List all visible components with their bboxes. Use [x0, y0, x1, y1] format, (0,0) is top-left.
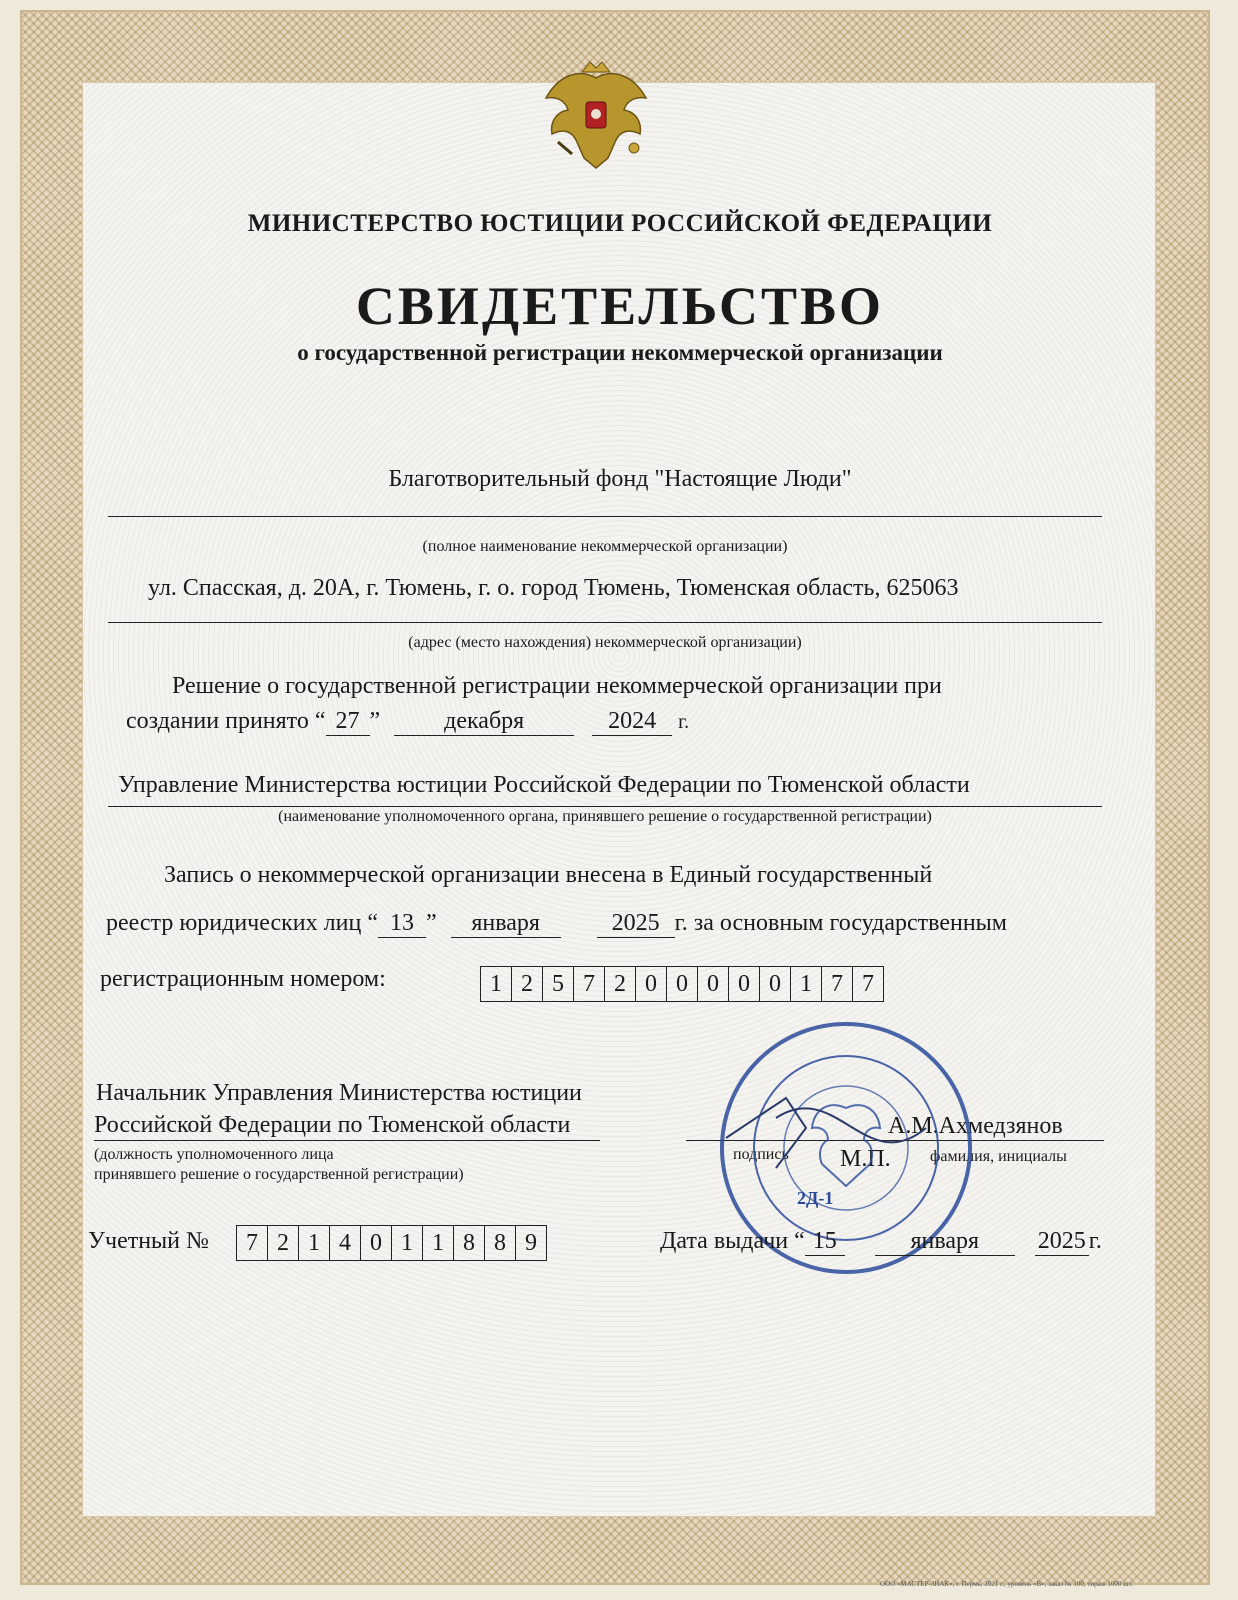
- ogrn-digit: 0: [698, 967, 729, 1001]
- quote-open: “: [314, 708, 326, 734]
- quote-open: “: [794, 1228, 805, 1254]
- ogrn-number: [480, 966, 884, 1002]
- quote-close: ”: [369, 708, 381, 734]
- account-digit: 2: [268, 1226, 299, 1260]
- ogrn-digit: 7: [862, 971, 874, 997]
- ogrn-digit: 0: [729, 967, 760, 1001]
- ogrn-digit: 2: [512, 967, 543, 1001]
- issue-year-suffix: г.: [1088, 1228, 1102, 1254]
- issue-month: января: [875, 1228, 1015, 1256]
- registry-text-line3: регистрационным номером:: [100, 966, 386, 992]
- quote-open: “: [367, 910, 378, 936]
- divider: [108, 622, 1102, 623]
- decision-authority-caption: (наименование уполномоченного органа, принявшего решение о государственной регистрации): [278, 808, 932, 825]
- divider: [108, 516, 1102, 517]
- issue-year: 2025: [1035, 1228, 1089, 1256]
- registry-year-suffix: г.: [674, 910, 688, 936]
- decision-year-suffix: г.: [678, 711, 690, 733]
- seal-code: 2Д-1: [797, 1188, 834, 1208]
- certificate-title: СВИДЕТЕЛЬСТВО: [355, 276, 885, 336]
- organization-name: Благотворительный фонд "Настоящие Люди": [388, 466, 852, 492]
- account-digit: 4: [330, 1226, 361, 1260]
- issue-date-label: Дата выдачи: [660, 1228, 789, 1254]
- account-digit: 1: [299, 1226, 330, 1260]
- account-digit: 1: [423, 1226, 454, 1260]
- registry-year: 2025: [597, 910, 675, 938]
- decision-day: 27: [326, 708, 370, 736]
- account-digit: 9: [525, 1230, 537, 1256]
- printer-imprint: ООО «МАСТЕР-ЗНАК», г. Пермь, 2021 г., уровень «В», заказ № 100, тираж 1000 шт.: [880, 1580, 1133, 1588]
- registry-text-prefix: реестр юридических лиц: [106, 910, 362, 936]
- divider: [94, 1140, 600, 1141]
- ogrn-digit: 0: [760, 967, 791, 1001]
- account-digit: 7: [237, 1226, 268, 1260]
- registry-day: 13: [378, 910, 426, 938]
- registry-text-line1: Запись о некоммерческой организации внесена в Единый государственный: [164, 862, 933, 888]
- registry-text-suffix: за основным государственным: [693, 910, 1007, 936]
- ogrn-digit: 1: [791, 967, 822, 1001]
- coat-of-arms-emblem: [538, 58, 654, 176]
- quote-close: ”: [425, 910, 437, 936]
- decision-month: декабря: [394, 708, 574, 736]
- stamp-mark-label: М.П.: [840, 1146, 891, 1172]
- ogrn-digit: 7: [822, 967, 853, 1001]
- organization-address-caption: (адрес (место нахождения) некоммерческой организации): [408, 634, 802, 651]
- ogrn-digit: 2: [605, 967, 636, 1001]
- account-digit: 8: [454, 1226, 485, 1260]
- account-digit: 8: [485, 1226, 516, 1260]
- signature-caption: подпись: [733, 1146, 789, 1163]
- signatory-name-caption: фамилия, инициалы: [930, 1148, 1067, 1165]
- signatory-position-line2: Российской Федерации по Тюменской области: [94, 1112, 571, 1138]
- decision-text-line2: создании принято: [126, 708, 309, 734]
- divider: [108, 806, 1102, 807]
- signatory-name: А.М.Ахмедзянов: [888, 1113, 1063, 1139]
- decision-year: 2024: [592, 708, 672, 736]
- organization-address: ул. Спасская, д. 20А, г. Тюмень, г. о. город Тюмень, Тюменская область, 625063: [148, 575, 959, 601]
- certificate-subtitle: о государственной регистрации некоммерческой организации: [297, 340, 943, 365]
- ogrn-digit: 5: [543, 967, 574, 1001]
- ogrn-digit: 0: [667, 967, 698, 1001]
- issue-day: 15: [805, 1228, 845, 1256]
- account-digit: 1: [392, 1226, 423, 1260]
- account-number: [236, 1225, 547, 1261]
- organization-name-caption: (полное наименование некоммерческой организации): [422, 538, 788, 555]
- ministry-heading: МИНИСТЕРСТВО ЮСТИЦИИ РОССИЙСКОЙ ФЕДЕРАЦИИ: [247, 210, 993, 237]
- account-digit: 0: [361, 1226, 392, 1260]
- signatory-position-caption-line2: принявшего решение о государственной регистрации): [94, 1166, 464, 1183]
- registry-month: января: [451, 910, 561, 938]
- account-label: Учетный №: [88, 1228, 209, 1254]
- ogrn-digit: 0: [636, 967, 667, 1001]
- decision-authority: Управление Министерства юстиции Российской Федерации по Тюменской области: [118, 772, 970, 798]
- ogrn-digit: 1: [481, 967, 512, 1001]
- signatory-position-line1: Начальник Управления Министерства юстиции: [96, 1080, 582, 1106]
- decision-text-line1: Решение о государственной регистрации некоммерческой организации при: [172, 673, 942, 699]
- ogrn-digit: 7: [574, 967, 605, 1001]
- signatory-position-caption-line1: (должность уполномоченного лица: [94, 1146, 334, 1163]
